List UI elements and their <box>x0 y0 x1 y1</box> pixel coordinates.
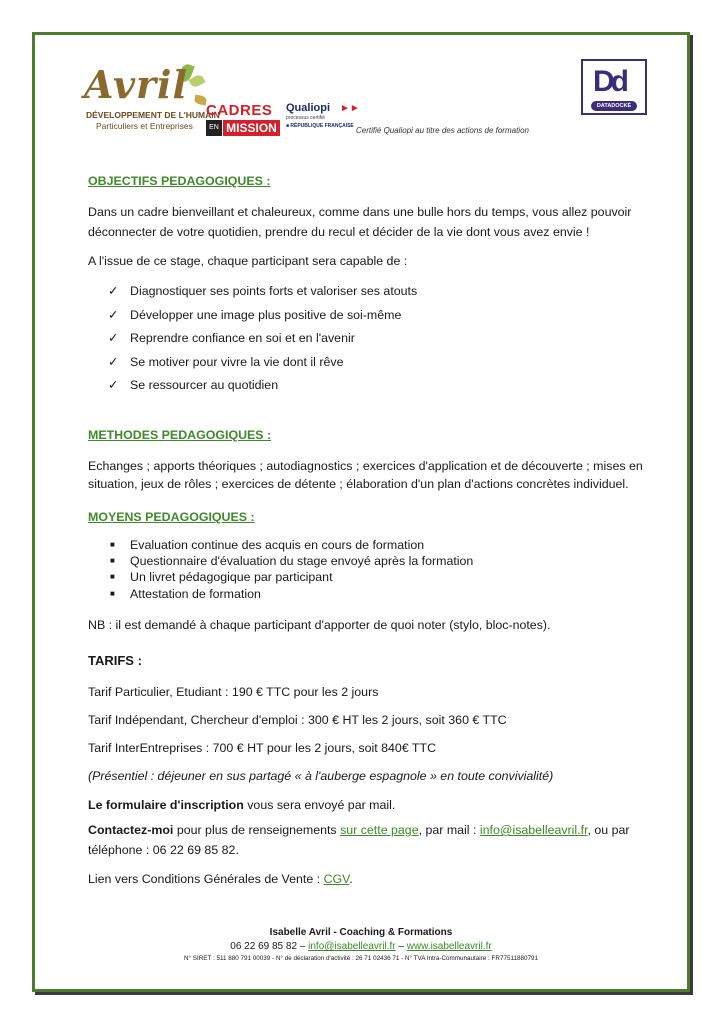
qualiopi-title: Qualiopi <box>286 102 330 114</box>
cadres-logo-en: EN <box>206 120 222 136</box>
list-item <box>108 283 417 298</box>
checkmark-icon: ✓ <box>108 308 119 322</box>
cgv-link[interactable]: CGV <box>323 872 350 886</box>
list-item <box>108 354 344 369</box>
certification-note: Certifié Qualiopi au titre des actions de formation <box>356 126 529 135</box>
objectifs-lead: A l'issue de ce stage, chaque participant sera capable de : <box>88 254 408 268</box>
checkmark-icon: ✓ <box>108 355 119 369</box>
moyens-nb: NB : il est demandé à chaque participant d'apporter de quoi noter (stylo, bloc-notes). <box>88 618 551 632</box>
list-item <box>108 307 401 322</box>
avril-logo-subtagline: Particuliers et Entreprises <box>96 121 193 131</box>
avril-logo <box>84 62 220 140</box>
datadock-logo <box>581 59 647 115</box>
cgv-text: Lien vers Conditions Générales de Vente : <box>88 872 324 886</box>
objectifs-heading: OBJECTIFS PEDAGOGIQUES : <box>88 174 271 188</box>
avril-logo-name: Avril <box>84 62 188 107</box>
list-item-text: Diagnostiquer ses points forts et valoriser ses atouts <box>130 284 418 298</box>
qualiopi-subtitle: processus certifié <box>286 115 325 121</box>
checkmark-icon: ✓ <box>108 331 119 345</box>
list-item <box>110 570 333 584</box>
list-item-text: Se ressourcer au quotidien <box>130 378 279 392</box>
list-item-text: Reprendre confiance en soi et en l'avenir <box>130 331 355 345</box>
list-item-text: Un livret pédagogique par participant <box>130 570 333 584</box>
list-item <box>110 587 261 601</box>
list-item-text: Questionnaire d'évaluation du stage envoyé après la formation <box>130 554 474 568</box>
checkmark-icon: ✓ <box>108 378 119 392</box>
objectifs-intro: Dans un cadre bienveillant et chaleureux, comme dans une bulle hors du temps, vous allez pouvoir déconnecter de votre quotidien, prendre du recul et décider de la vie dont vous avez envie ! <box>88 205 632 239</box>
contact-text-1: pour plus de renseignements <box>173 823 341 837</box>
qualiopi-republique: ■ RÉPUBLIQUE FRANÇAISE <box>286 123 354 129</box>
tarif-line: Tarif Particulier, Etudiant : 190 € TTC pour les 2 jours <box>88 685 379 699</box>
footer-contact <box>32 941 690 952</box>
cadres-logo-mission: MISSION <box>223 120 280 136</box>
methodes-text: Echanges ; apports théoriques ; autodiagnostics ; exercices d'application et de découverte ; mises en situation, jeux de rôles ; exercices de détente ; élaboration d'un plan d'actions concrètes individuel. <box>88 459 643 491</box>
cgv-after: . <box>349 872 353 886</box>
methodes-heading: METHODES PEDAGOGIQUES : <box>88 428 272 442</box>
datadock-badge: DATADOCKÉ <box>591 101 637 111</box>
contact-bold: Contactez-moi <box>88 823 174 837</box>
inscription-text <box>88 796 648 814</box>
square-bullet-icon: ■ <box>110 572 115 581</box>
contact-page-link[interactable]: sur cette page <box>340 823 419 837</box>
list-item <box>110 554 473 568</box>
footer-legal: N° SIRET : 511 880 791 00039 - N° de déclaration d'activité : 26 71 02436 71 - N° TVA Intra-Communautaire : FR77511880791 <box>183 955 538 962</box>
contact-email-link[interactable]: info@isabelleavril.fr <box>479 823 588 837</box>
tarif-line: Tarif InterEntreprises : 700 € HT pour les 2 jours, soit 840€ TTC <box>88 741 437 755</box>
inscription-rest: vous sera envoyé par mail. <box>243 798 396 812</box>
list-item-text: Développer une image plus positive de soi-même <box>130 308 402 322</box>
tarifs-heading: TARIFS : <box>88 653 142 668</box>
footer-separator: – <box>395 941 407 952</box>
qualiopi-arrows-icon: ►► <box>340 103 360 114</box>
cadres-en-mission-logo <box>206 102 280 138</box>
inscription-bold: Le formulaire d'inscription <box>88 798 244 812</box>
contact-text <box>88 820 648 860</box>
list-item <box>110 538 424 552</box>
footer-name: Isabelle Avril - Coaching & Formations <box>269 927 453 938</box>
contact-text-3: , ou par <box>587 823 630 837</box>
tarifs-note: (Présentiel : déjeuner en sus partagé « à l'auberge espagnole » en toute convivialité) <box>88 769 554 783</box>
cgv-line <box>88 870 648 888</box>
contact-phone: téléphone : 06 22 69 85 82. <box>88 843 239 857</box>
contact-text-2: , par mail : <box>418 823 480 837</box>
footer-phone: 06 22 69 85 82 – <box>230 941 309 952</box>
list-item-text: Se motiver pour vivre la vie dont il rêve <box>130 355 344 369</box>
moyens-heading: MOYENS PEDAGOGIQUES : <box>88 510 255 524</box>
list-item <box>108 330 355 345</box>
checkmark-icon: ✓ <box>108 284 119 298</box>
list-item-text: Evaluation continue des acquis en cours de formation <box>130 538 425 552</box>
qualiopi-logo <box>286 102 360 132</box>
square-bullet-icon: ■ <box>110 540 115 549</box>
tarif-line: Tarif Indépendant, Chercheur d'emploi : 300 € HT les 2 jours, soit 360 € TTC <box>88 713 507 727</box>
avril-logo-tagline: DÉVELOPPEMENT DE L'HUMAIN <box>86 110 220 120</box>
datadock-letters: Dd <box>593 65 625 98</box>
footer-email-link[interactable]: info@isabelleavril.fr <box>308 941 396 952</box>
cadres-logo-top: CADRES <box>206 102 273 119</box>
list-item <box>108 377 278 392</box>
list-item-text: Attestation de formation <box>130 587 261 601</box>
square-bullet-icon: ■ <box>110 556 115 565</box>
square-bullet-icon: ■ <box>110 589 115 598</box>
footer-website-link[interactable]: www.isabelleavril.fr <box>406 941 492 952</box>
